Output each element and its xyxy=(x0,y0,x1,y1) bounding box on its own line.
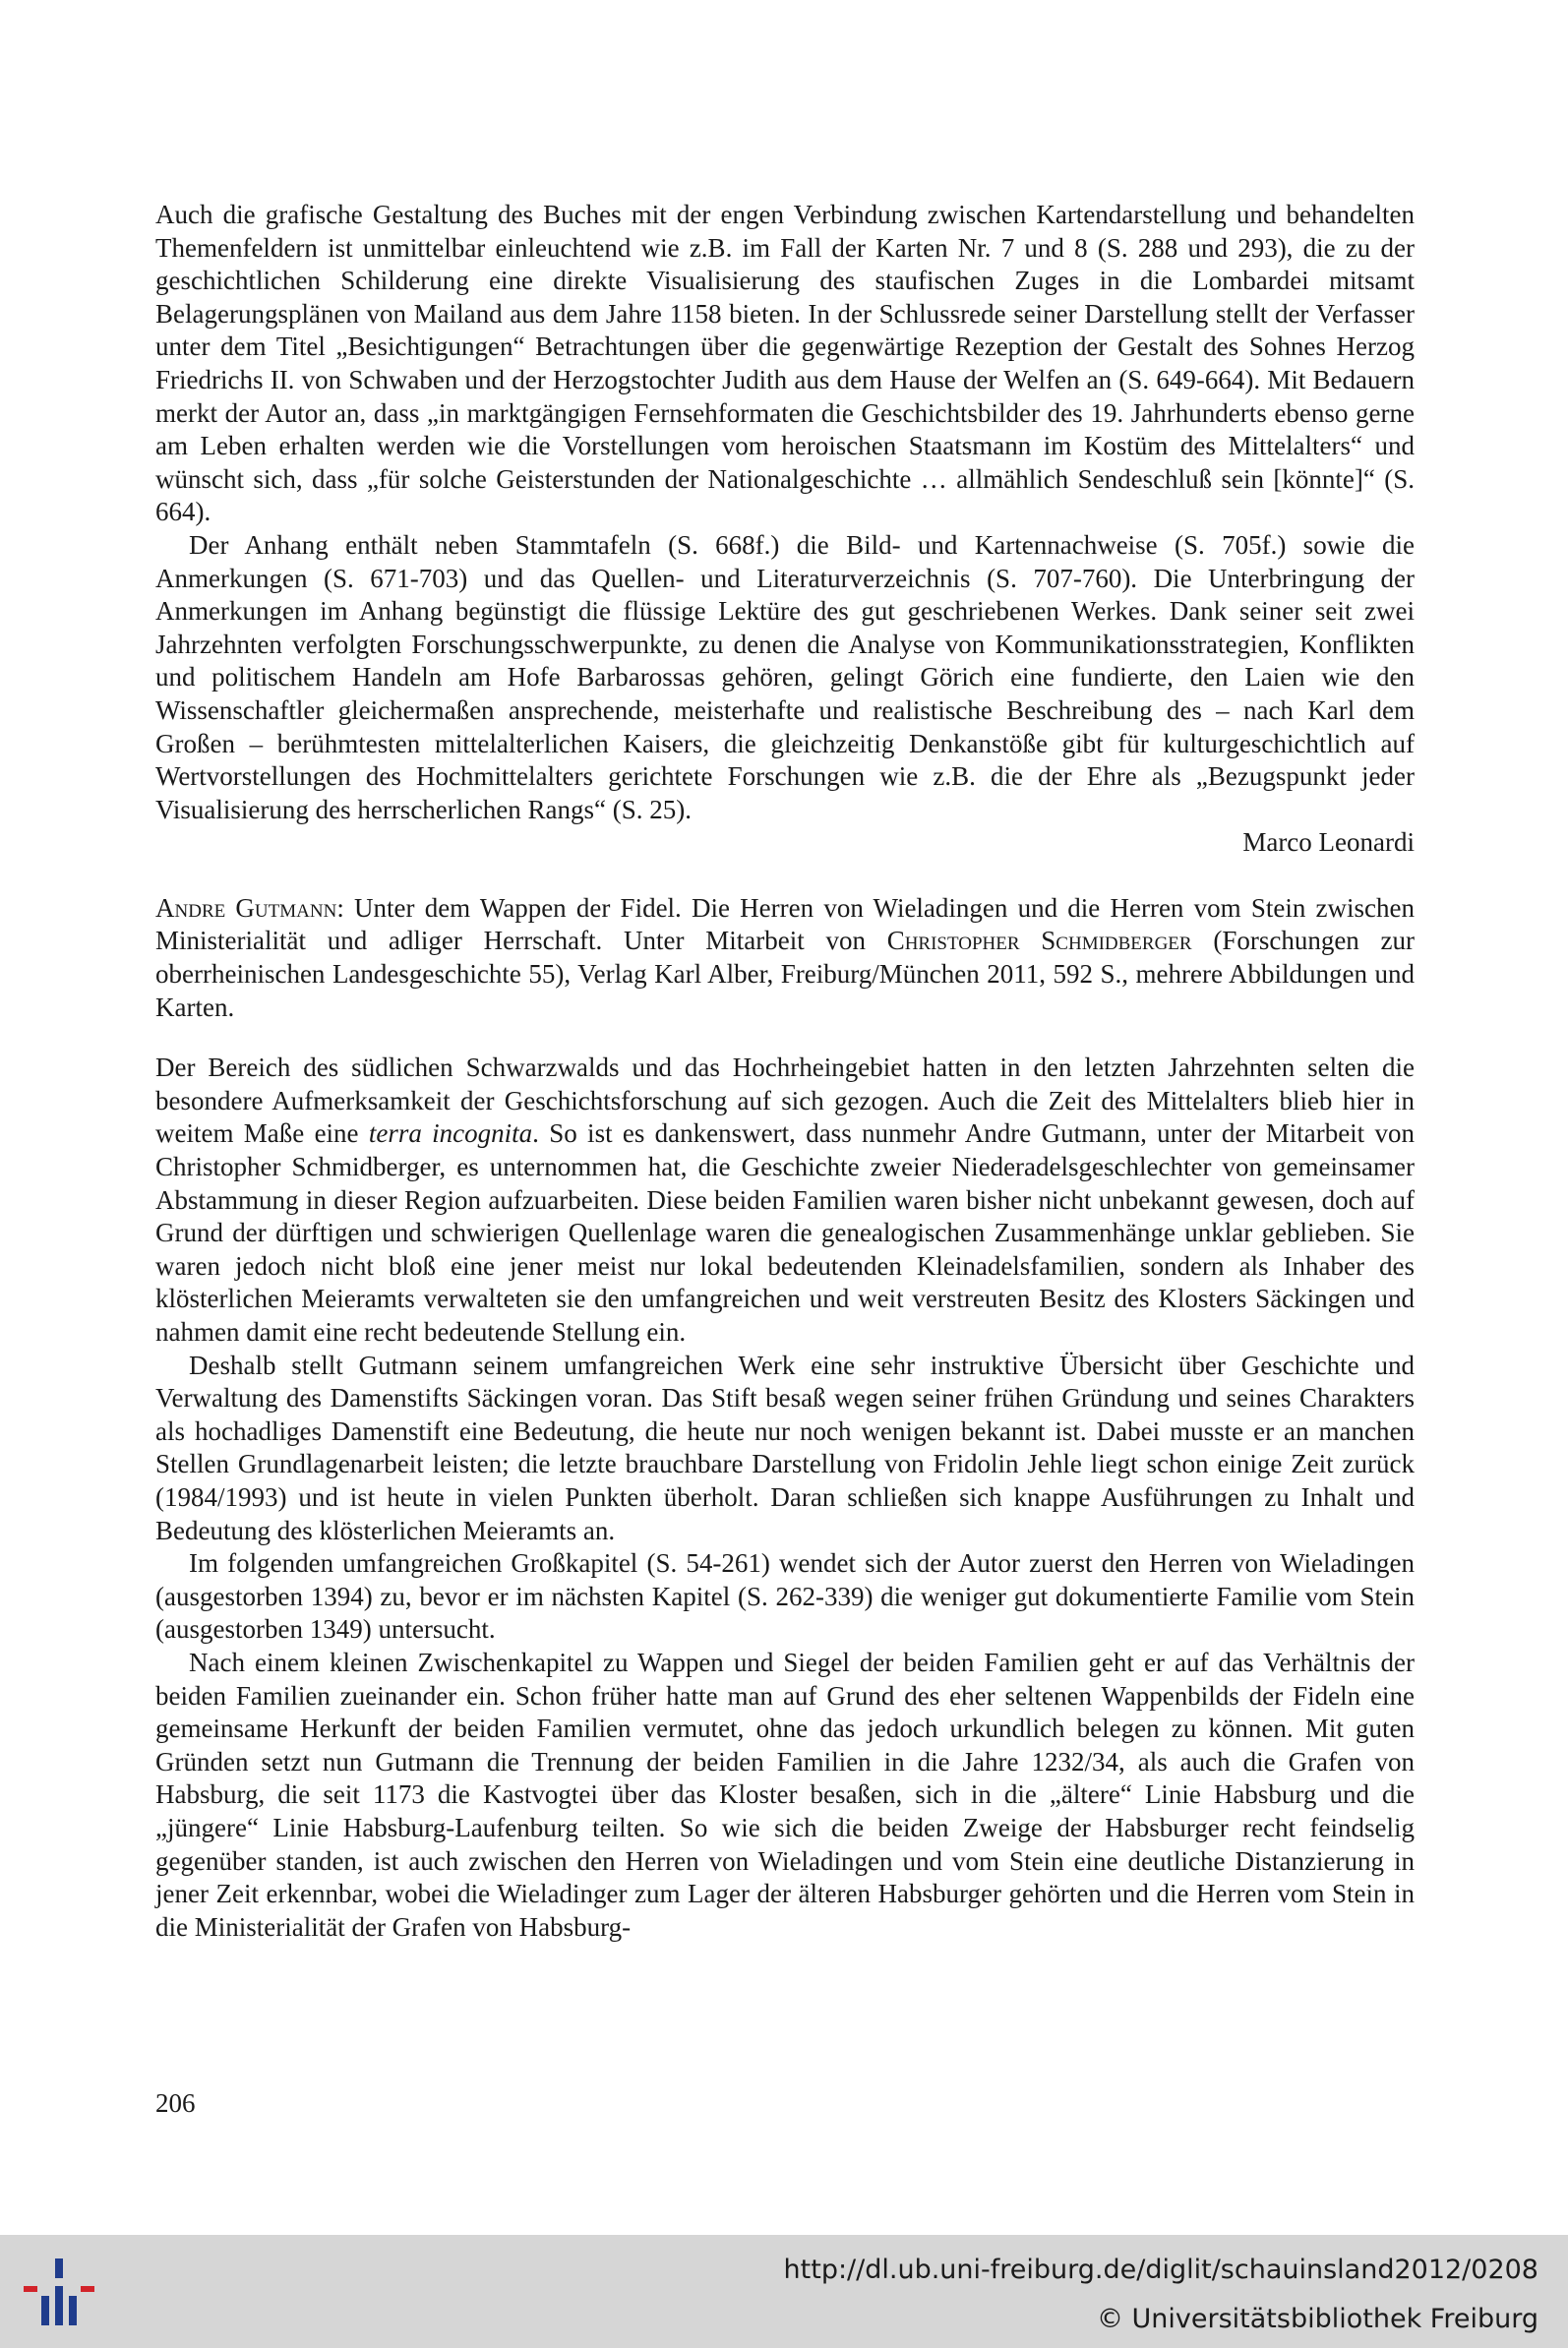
paragraph-3-text-a: Der Bereich des südlichen Schwarzwalds und das Hochrheingebiet hatten in den letzten Jahrzehnten selten die besondere Aufmerksamkeit der Geschichtsforschung auf sich gezogen. Auch die Zeit des Mittelalters blieb hier in weitem Maße eine xyxy=(155,1053,1415,1149)
citation-title-part1: : Unter dem Wappen der Fidel. Die Herren von Wieladingen und die Herren vom Stein zwischen Ministerialität und adliger Herrschaft. Unter Mitarbeit von xyxy=(155,892,1415,956)
paragraph-2: Der Anhang enthält neben Stammtafeln (S. 668f.) die Bild- und Kartennachweise (S. 705f.) sowie die Anmerkungen (S. 671-703) und das Quellen- und Literaturverzeichnis (S. 707-760). Die Unterbringung der Anmerkungen im Anhang begünstigt die flüssige Lektüre des gut geschriebenen Werkes. Dank seiner seit zwei Jahrzehnten verfolgten Forschungsschwerpunkte, zu denen die Analyse von Kommunikationsstrategien, Konflikten und politischem Handeln am Hofe Barbarossas gehören, gelingt Görich eine fundierte, den Laien wie den Wissenschaftler gleichermaßen ansprechende, meisterhafte und realistische Beschreibung des – nach Karl dem Großen – berühmtesten mittelalterlichen Kaisers, die gleichzeitig Denkanstöße gibt für kulturgeschichtlich auf Wertvorstellungen des Hochmittelalters gerichtete Forschungen wie z.B. die der Ehre als „Bezugspunkt jeder Visualisierung des herrscherlichen Rangs“ (S. 25). xyxy=(155,529,1415,824)
paragraph-3 xyxy=(155,1052,1415,1349)
citation-title-part2: (Forschungen zur oberrheinischen Landesgeschichte 55), Verlag Karl Alber, Freiburg/München 2011, 592 S., mehrere Abbildungen und Karten. xyxy=(155,926,1416,1022)
ub-freiburg-logo-icon xyxy=(20,2253,98,2331)
paragraph-6: Nach einem kleinen Zwischenkapitel zu Wappen und Siegel der beiden Familien geht er auf das Verhältnis der beiden Familien zueinander ein. Schon früher hatte man auf Grund des eher seltenen Wappenbilds der Fideln eine gemeinsame Herkunft der beiden Familien vermutet, ohne das jedoch urkundlich belegen zu können. Mit guten Gründen setzt nun Gutmann die Trennung der beiden Familien in die Jahre 1232/34, als auch die Grafen von Habsburg, die seit 1173 die Kastvogtei über das Kloster besaßen, sich in die „ältere“ Linie Habsburg und die „jüngere“ Linie Habsburg-Laufenburg teilten. So wie sich die beiden Zweige der Habsburger recht feindselig gegenüber standen, ist auch zwischen den Herren von Wieladingen und vom Stein eine deutliche Distanzierung in jener Zeit erkennbar, wobei die Wieladinger zum Lager der älteren Habsburger gehörten und die Herren vom Stein in die Ministerialität der Grafen von Habsburg- xyxy=(155,1647,1415,1942)
book-citation xyxy=(155,892,1415,1024)
citation-author: Andre Gutmann xyxy=(155,892,337,923)
citation-coauthor: Christopher Schmidberger xyxy=(886,926,1192,956)
source-url-link[interactable]: http://dl.ub.uni-freiburg.de/diglit/schauinsland2012/0208 xyxy=(783,2255,1538,2285)
page-content xyxy=(155,199,1415,1944)
copyright-notice: © Universitätsbibliothek Freiburg xyxy=(1096,2304,1538,2334)
paragraph-3-italic: terra incognita xyxy=(368,1118,533,1149)
paragraph-5: Im folgenden umfangreichen Großkapitel (S. 54-261) wendet sich der Autor zuerst den Herren von Wieladingen (ausgestorben 1394) zu, bevor er im nächsten Kapitel (S. 262-339) die weniger gut dokumentierte Familie vom Stein (ausgestorben 1349) untersucht. xyxy=(155,1548,1415,1645)
page-number: 206 xyxy=(155,2088,196,2118)
footer-bar xyxy=(0,2235,1568,2348)
paragraph-3-text-b: . So ist es dankenswert, dass nunmehr Andre Gutmann, unter der Mitarbeit von Christopher Schmidberger, es unternommen hat, die Geschichte zweier Niederadelsgeschlechter von gemeinsamer Abstammung in dieser Region aufzuarbeiten. Diese beiden Familien waren bisher nicht unbekannt gewesen, doch auf Grund der dürftigen und schwierigen Quellenlage waren die genealogischen Zusammenhänge unklar geblieben. Sie waren jedoch nicht bloß eine jener meist nur lokal bedeutenden Kleinadelsfamilien, sondern als Inhaber des klösterlichen Meieramts verwalteten sie den umfangreichen und weit verstreuten Besitz des Klosters Säckingen und nahmen damit eine recht bedeutende Stellung ein. xyxy=(155,1118,1415,1347)
review-signature: Marco Leonardi xyxy=(1242,827,1415,858)
paragraph-1: Auch die grafische Gestaltung des Buches mit der engen Verbindung zwischen Kartendarstellung und behandelten Themenfeldern ist unmittelbar einleuchtend wie z.B. im Fall der Karten Nr. 7 und 8 (S. 288 und 293), die zu der geschichtlichen Schilderung eine direkte Visualisierung des staufischen Zuges in die Lombardei mitsamt Belagerungsplänen von Mailand aus dem Jahre 1158 bieten. In der Schlussrede seiner Darstellung stellt der Verfasser unter dem Titel „Besichtigungen“ Betrachtungen über die gegenwärtige Rezeption der Gestalt des Sohnes Herzog Friedrichs II. von Schwaben und der Herzogstochter Judith aus dem Hause der Welfen an (S. 649-664). Mit Bedauern merkt der Autor an, dass „in marktgängigen Fernsehformaten die Geschichtsbilder des 19. Jahrhunderts ebenso gerne am Leben erhalten werden wie die Vorstellungen vom heroischen Staatsmann im Kostüm des Mittelalters“ und wünscht sich, dass „für solche Geisterstunden der Nationalgeschichte … allmählich Sendeschluß sein [könnte]“ (S. 664). xyxy=(155,200,1415,527)
paragraph-4: Deshalb stellt Gutmann seinem umfangreichen Werk eine sehr instruktive Übersicht über Geschichte und Verwaltung des Damenstifts Säckingen voran. Das Stift besaß wegen seiner frühen Gründung und seines Charakters als hochadliges Damenstift eine Bedeutung, die heute nur noch wenigen bekannt ist. Dabei musste er an manchen Stellen Grundlagenarbeit leisten; die letzte brauchbare Darstellung von Fridolin Jehle liegt schon einige Zeit zurück (1984/1993) und ist heute in vielen Punkten überholt. Daran schließen sich knappe Ausführungen zu Inhalt und Bedeutung des klösterlichen Meieramts an. xyxy=(155,1350,1415,1545)
